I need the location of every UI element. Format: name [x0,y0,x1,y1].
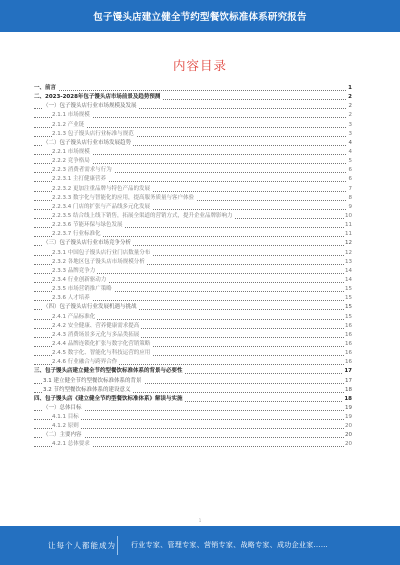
toc-entry-page: 13 [344,258,352,267]
toc-entry-page: 4 [348,148,353,157]
toc-entry-page: 17 [344,377,352,386]
toc-entry-title: 2.2.1 市场规模 [52,148,90,155]
toc-entry-page: 15 [344,294,352,303]
toc-entry[interactable] [34,221,352,230]
toc-entry[interactable] [34,249,352,258]
toc-entry[interactable] [34,422,352,431]
toc-entry-page: 12 [344,249,352,258]
toc-entry-page: 16 [344,349,352,358]
toc-entry-title: 2.3.1 中国包子馒头店行业门店数量分布 [52,249,151,256]
toc-entry-title: 2.3.2 各地区包子馒头店市场规模分析 [52,258,145,265]
toc-entry-page: 12 [344,239,352,248]
toc-entry-title: 2.1.2 产业链 [52,121,85,128]
toc-entry-page: 15 [344,313,352,322]
toc-entry-title: 3.2 节约型餐饮标准体系的建设意义 [43,386,131,393]
toc-entry-page: 2 [348,111,353,120]
toc-entry[interactable] [34,413,352,422]
toc-entry-page: 20 [344,440,352,449]
toc-entry-page: 2 [348,102,353,111]
toc-entry[interactable] [34,139,352,148]
toc-entry-page: 1 [347,84,352,93]
toc-entry-page: 19 [344,404,352,413]
toc-entry-page: 20 [344,431,352,440]
toc-entry[interactable] [34,267,352,276]
toc-entry[interactable] [34,349,352,358]
toc-entry-title: 一、前言 [34,85,57,91]
toc-entry-title: （一）总体目标 [43,404,82,411]
toc-entry-page: 16 [344,358,352,367]
toc-entry[interactable] [34,194,352,203]
toc-entry[interactable] [34,185,352,194]
toc-entry-title: 2.2.3.7 行业标准化 [52,231,101,238]
toc-entry-title: 三、包子馒头店建立健全节约型餐饮标准体系的背景与必要性 [34,368,183,375]
toc-entry-title: 2.2.3.1 主打健康营养 [52,176,106,183]
table-of-contents [34,84,352,450]
toc-entry[interactable] [34,404,352,413]
toc-entry[interactable] [34,157,352,166]
toc-entry[interactable] [34,212,352,221]
toc-entry-title: （二）主要内容 [43,432,82,439]
toc-entry-page: 6 [348,166,353,175]
toc-entry-page: 20 [344,422,352,431]
toc-entry[interactable] [34,303,352,312]
footer-tagline: 行业专家、管理专家、营销专家、战略专家、成功企业家…… [131,541,329,549]
toc-entry-title: 2.2.3 消费者需求与行为 [52,167,112,174]
toc-entry-title: 3.1 建立健全节约型餐饮标准体系的背景 [43,377,142,384]
toc-leader-dots [34,90,346,91]
toc-entry[interactable] [34,130,352,139]
toc-entry-title: （二）包子馒头店行业市场发展趋势 [43,139,132,146]
toc-entry-title: 2.4.6 行业融合与跨界合作 [52,359,118,366]
toc-entry-title: 2.2.2 竞争格局 [52,158,90,165]
toc-entry-title: 2.4.3 消费场景多元化与多品类拓展 [52,331,140,338]
toc-entry[interactable] [34,367,352,376]
toc-entry-title: 2.4.5 数字化、智能化与科技运营的应用 [52,350,151,357]
report-header [0,0,400,32]
toc-entry-page: 11 [344,230,352,239]
toc-entry-title: 2.3.6 人才培养 [52,295,90,302]
toc-entry[interactable] [34,148,352,157]
toc-entry-page: 14 [344,276,352,285]
toc-entry-title: 2.4.2 安全健康、营养健康需求提高 [52,322,140,329]
toc-entry-page: 18 [344,386,352,395]
toc-heading: 内容目录 [172,58,227,73]
toc-entry-title: 2.2.3.6 节能环保与绿色发展 [52,222,123,229]
toc-entry[interactable] [34,313,352,322]
toc-entry-page: 16 [344,340,352,349]
toc-entry-title: 2.3.3 品牌竞争力 [52,267,96,274]
toc-entry[interactable] [34,386,352,395]
toc-entry-title: 四、包子馒头店《建立健全节约型餐饮标准体系》解读与实施 [34,395,183,402]
toc-entry[interactable] [34,175,352,184]
toc-entry-title: 二、2023-2028年包子馒头店市场前景及趋势预测 [34,94,161,101]
toc-entry[interactable] [34,102,352,111]
toc-entry[interactable] [34,84,352,93]
toc-entry-title: 2.3.4 行业创新驱动力 [52,276,107,283]
toc-entry[interactable] [34,285,352,294]
footer-divider [117,536,118,555]
toc-entry-page: 8 [348,194,353,203]
toc-entry-page: 5 [348,157,353,166]
toc-entry-page: 15 [344,303,352,312]
toc-entry[interactable] [34,294,352,303]
toc-entry-page: 17 [343,367,352,376]
toc-entry[interactable] [34,377,352,386]
footer-banner [0,526,400,565]
toc-entry-page: 18 [343,395,352,404]
toc-entry-title: （一）包子馒头店行业市场规模及发展 [43,103,137,110]
toc-entry-page: 14 [344,267,352,276]
toc-entry[interactable] [34,340,352,349]
toc-entry-page: 9 [348,203,353,212]
toc-entry[interactable] [34,203,352,212]
toc-entry[interactable] [34,322,352,331]
toc-entry-page: 16 [344,322,352,331]
toc-entry-title: 4.1.1 目标 [52,414,79,421]
toc-entry-page: 11 [344,221,352,230]
toc-entry-title: 4.2.1 总体要求 [52,441,90,448]
toc-entry[interactable] [34,121,352,130]
toc-entry-title: 2.4.4 品牌连锁化扩张与数字化营销策略 [52,340,151,347]
toc-entry-page: 10 [344,212,352,221]
toc-entry[interactable] [34,166,352,175]
toc-entry-title: 2.2.3.5 结合线上线下销售，拓展全渠道的营销方式，提升企业品牌影响力 [52,212,233,219]
toc-entry-page: 6 [348,175,353,184]
toc-entry-title: （三）包子馒头店行业市场竞争分析 [43,240,132,247]
toc-entry-title: 2.2.3.2 更加注重品牌与特色产品的发展 [52,185,150,192]
toc-entry-page: 3 [348,130,353,139]
toc-entry[interactable] [34,239,352,248]
toc-entry-page: 2 [347,93,352,102]
toc-entry-title: 2.4.1 产品标准化 [52,313,96,320]
toc-entry-page: 7 [348,185,353,194]
toc-entry-title: 2.1.3 包子馒头店行业标准与规范 [52,130,134,137]
page-number: 1 [198,518,202,523]
toc-entry[interactable] [34,358,352,367]
toc-entry[interactable] [34,395,352,404]
toc-entry-page: 15 [344,285,352,294]
toc-entry-title: 4.1.2 原则 [52,423,79,430]
footer-slogan: 让每个人都能成为 [48,541,116,550]
toc-entry-title: 2.3.5 市场营销推广策略 [52,286,112,293]
toc-entry[interactable] [34,331,352,340]
toc-entry[interactable] [34,93,352,102]
toc-entry[interactable] [34,111,352,120]
toc-entry[interactable] [34,276,352,285]
toc-entry-page: 3 [348,121,353,130]
toc-entry[interactable] [34,440,352,449]
toc-entry-title: 2.2.3.3 数字化与智能化的应用，提高服务质量与客户体验 [52,194,194,201]
toc-entry[interactable] [34,431,352,440]
report-title: 包子馒头店建立健全节约型餐饮标准体系研究报告 [93,12,307,23]
toc-entry-page: 16 [344,331,352,340]
toc-entry-page: 19 [344,413,352,422]
toc-entry-title: （四）包子馒头店行业发展机遇与挑战 [43,304,137,311]
toc-entry-title: 2.2.3.4 门店的扩张与产品线多元化发展 [52,203,150,210]
toc-entry-page: 4 [348,139,353,148]
toc-entry[interactable] [34,230,352,239]
toc-entry-title: 2.1.1 市场规模 [52,112,90,119]
toc-entry[interactable] [34,258,352,267]
